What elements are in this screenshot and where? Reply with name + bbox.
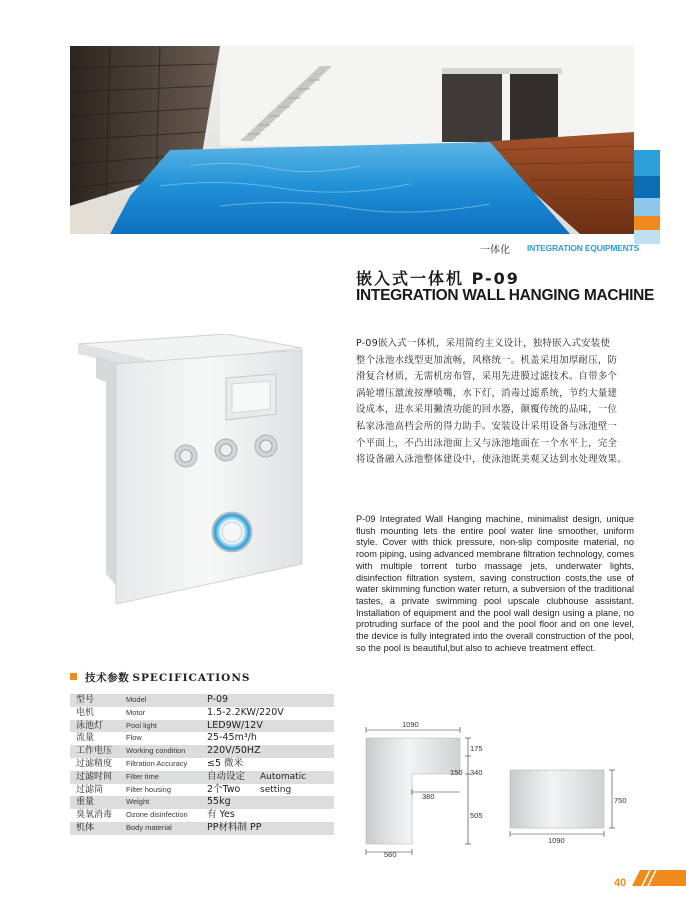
side-view-drawing — [366, 722, 483, 858]
spec-label-cn: 工作电压 — [76, 746, 113, 757]
table-row — [70, 784, 334, 797]
table-row — [70, 707, 334, 720]
dim-front-height: 750 — [614, 796, 627, 805]
spec-value: 1.5-2.2KW/220V — [207, 706, 284, 718]
spec-label-en: Pool light — [126, 720, 157, 730]
spec-label-cn: 过滤时间 — [76, 771, 113, 782]
spec-label-cn: 流量 — [76, 733, 95, 744]
technical-drawings — [356, 722, 646, 858]
product-title-en: INTEGRATION WALL HANGING MACHINE — [356, 287, 655, 304]
dim-340: 340 — [470, 768, 483, 777]
table-row — [70, 796, 334, 809]
dim-top-width: 1090 — [402, 722, 419, 729]
spec-value: P-09 — [207, 694, 229, 705]
spec-value: 55kg — [207, 796, 231, 808]
table-row — [70, 822, 334, 835]
description-cn-line: 涡轮增压激流按摩喷嘴，水下灯，消毒过滤系统，节约大量建 — [356, 387, 618, 399]
description-cn-line: 整个泳池水线型更加流畅，风格统一。机盖采用加厚耐压，防 — [356, 354, 618, 366]
product-title-cn: 嵌入式一体机 P-09 — [356, 269, 520, 288]
spec-label-cn: 泳池灯 — [76, 720, 104, 731]
spec-value: 25-45m³/h — [207, 732, 257, 744]
spec-label-cn: 过滤筒 — [76, 784, 104, 795]
spec-label-en: Body material — [126, 822, 172, 832]
spec-label-en: Weight — [126, 797, 150, 807]
spec-label-en: Ozone disinfection — [126, 810, 188, 820]
table-row — [70, 694, 334, 707]
dim-front-width: 1090 — [548, 836, 565, 845]
table-row — [70, 758, 334, 771]
description-cn-line: 滑复合材质，无需机房布管，采用先进膜过滤技术。自带多个 — [356, 371, 618, 383]
spec-value: 有 Yes — [207, 809, 235, 821]
spec-label-en: Filtration Accuracy — [126, 758, 188, 768]
specs-heading — [70, 670, 251, 685]
dim-380: 380 — [422, 792, 435, 801]
orange-bullet-icon — [70, 673, 77, 680]
hero-pool-photo — [70, 46, 634, 234]
spec-value: 2个Two — [207, 783, 241, 795]
table-row — [70, 809, 334, 822]
spec-value: PP材料制 PP — [207, 821, 262, 833]
description-cn — [356, 336, 646, 469]
description-cn-line: P-09嵌入式一体机，采用简约主义设计，独特嵌入式安装使 — [356, 338, 611, 349]
category-label-en: INTEGRATION EQUIPMENTS — [527, 243, 640, 253]
front-view-drawing — [510, 770, 627, 845]
spec-label-en: Filter time — [126, 771, 159, 781]
spec-label-en: Filter housing — [126, 784, 172, 794]
dim-505: 505 — [470, 811, 483, 820]
spec-label-cn: 机体 — [76, 822, 95, 833]
description-cn-line: 设成本，进水采用撇渣功能的回水器，颠覆传统的品味，一位 — [356, 404, 618, 416]
spec-label-en: Motor — [126, 707, 146, 717]
dim-150: 150 — [450, 768, 463, 777]
spec-label-cn: 臭氧消毒 — [76, 810, 113, 821]
spec-value-extra: Automatic setting — [260, 771, 307, 795]
page-number: 40 — [614, 877, 627, 889]
description-cn-line: 将设备融入泳池整体建设中，使泳池既美观又达到水处理效果。 — [356, 454, 627, 466]
specs-table — [70, 694, 334, 835]
dim-175: 175 — [470, 744, 483, 753]
spec-label-cn: 型号 — [76, 695, 95, 705]
dim-bottom-width: 560 — [384, 850, 397, 858]
description-cn-line: 个平面上，不凸出泳池面上又与泳池地面在一个水平上，完全 — [356, 437, 618, 449]
spec-label-en: Working condition — [126, 746, 186, 756]
category-label-cn: 一体化 — [480, 245, 510, 256]
spec-label-cn: 重量 — [76, 797, 95, 808]
table-row — [70, 745, 334, 758]
spec-value: 自动设定 — [207, 770, 246, 782]
table-row — [70, 732, 334, 745]
spec-value: ≤5 微米 — [207, 757, 244, 769]
footer-stripes — [632, 870, 686, 890]
description-cn-line: 私家泳池高档会所的得力助手。安装设计采用设备与泳池壁一 — [356, 420, 618, 432]
spec-value: LED9W/12V — [207, 719, 263, 731]
spec-value: 220V/50HZ — [207, 745, 261, 757]
spec-label-en: Model — [126, 695, 147, 704]
description-en: P-09 Integrated Wall Hanging machine, minimalist design, unique flush mounting lets the entire pool water line smoother, uniform style. Cover with thick pressure, non-slip composite material, no room piping, using advanced membrane filtration technology, comes with multiple torrent turbo massage jets, underwater lights, disinfection filtration system, saving construction costs,the use of water skimming function water return, a subversion of the traditional tastes, a private swimming pool upscale clubhouse assistant. Installation of equipment and the pool wall design using a plane, no protruding surface of the pool and the pool floor and on one level, the device is fully integrated into the overall construction of the pool, so the pool is beautiful,but also to achieve treatment effect. — [356, 514, 634, 653]
spec-label-cn: 电机 — [76, 707, 95, 718]
product-photo — [76, 334, 308, 606]
specs-heading-cn: 技术参数 — [85, 672, 130, 684]
spec-label-en: Flow — [126, 733, 142, 743]
spec-label-cn: 过滤精度 — [76, 758, 113, 769]
table-row — [70, 720, 334, 733]
specs-heading-en: SPECIFICATIONS — [132, 672, 251, 684]
